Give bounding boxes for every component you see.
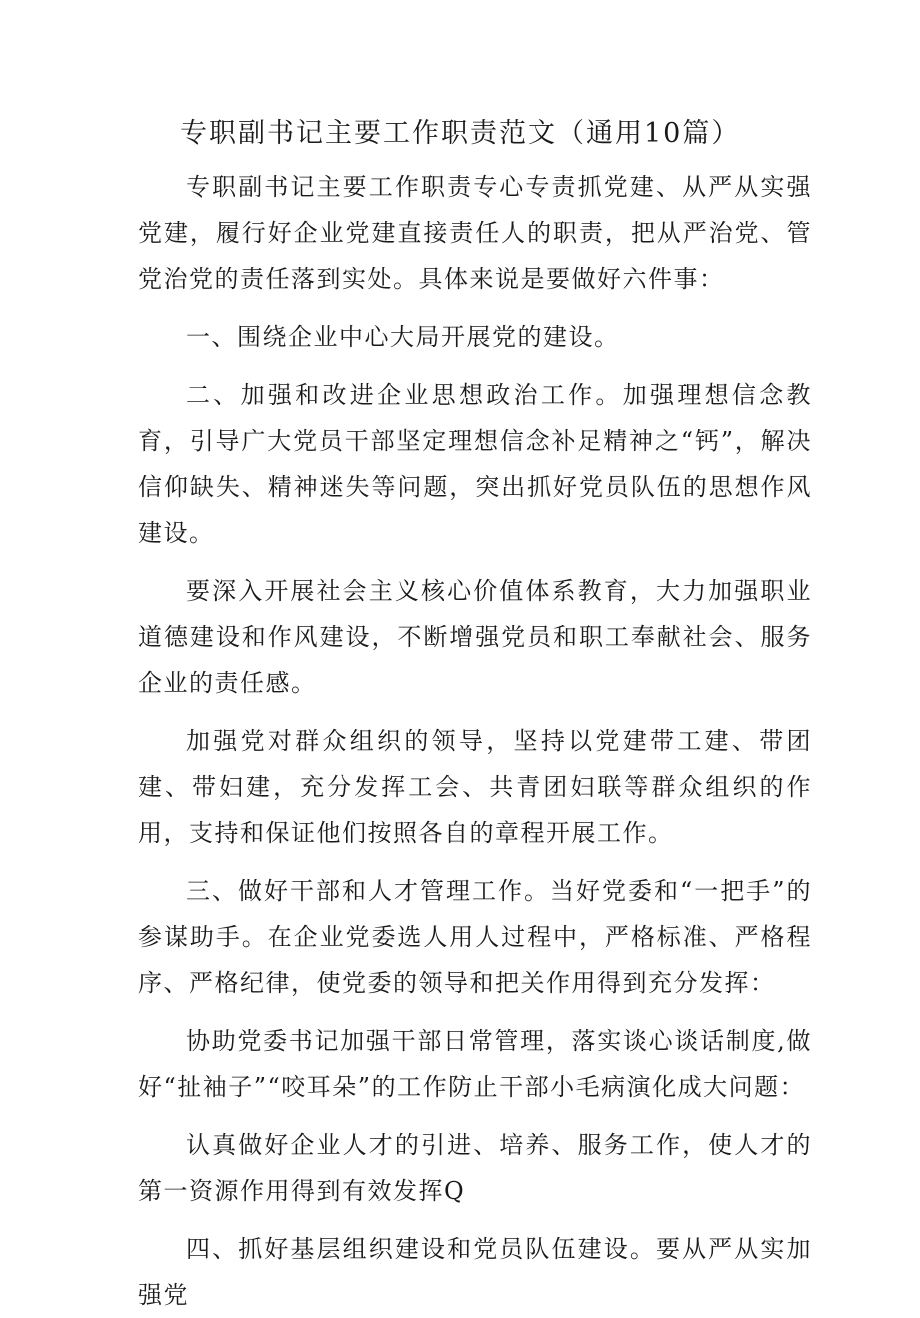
paragraph-item-4: 四、抓好基层组织建设和党员队伍建设。要从严从实加强党 bbox=[138, 1235, 812, 1309]
paragraph-item-3: 三、做好干部和人才管理工作。当好党委和“一把手”的参谋助手。在企业党委选人用人过程中，严格标准、严格程序、严格纪律，使党委的领导和把关作用得到充分发挥： bbox=[138, 877, 812, 997]
document-title: 专职副书记主要工作职责范文（通用10篇） bbox=[180, 118, 741, 149]
paragraph-talent-work: 认真做好企业人才的引进、培养、服务工作，使人才的第一资源作用得到有效发挥Q bbox=[138, 1131, 812, 1205]
paragraph-values-education: 要深入开展社会主义核心价值体系教育，大力加强职业道德建设和作风建设，不断增强党员和职工奉献社会、服务企业的责任感。 bbox=[138, 577, 812, 697]
paragraph-intro: 专职副书记主要工作职责专心专责抓党建、从严从实强党建，履行好企业党建直接责任人的职责，把从严治党、管党治党的责任落到实处。具体来说是要做好六件事： bbox=[138, 173, 812, 293]
paragraph-mass-organizations: 加强党对群众组织的领导，坚持以党建带工建、带团建、带妇建，充分发挥工会、共青团妇联等群众组织的作用，支持和保证他们按照各自的章程开展工作。 bbox=[138, 727, 812, 847]
paragraph-item-1: 一、围绕企业中心大局开展党的建设。 bbox=[186, 323, 620, 351]
paragraph-item-2: 二、加强和改进企业思想政治工作。加强理想信念教育，引导广大党员干部坚定理想信念补足精神之“钙”，解决信仰缺失、精神迷失等问题，突出抓好党员队伍的思想作风建设。 bbox=[138, 381, 812, 547]
paragraph-cadre-management: 协助党委书记加强干部日常管理，落实谈心谈话制度,做好“扯袖子”“咬耳朵”的工作防止干部小毛病演化成大问题： bbox=[138, 1027, 812, 1101]
